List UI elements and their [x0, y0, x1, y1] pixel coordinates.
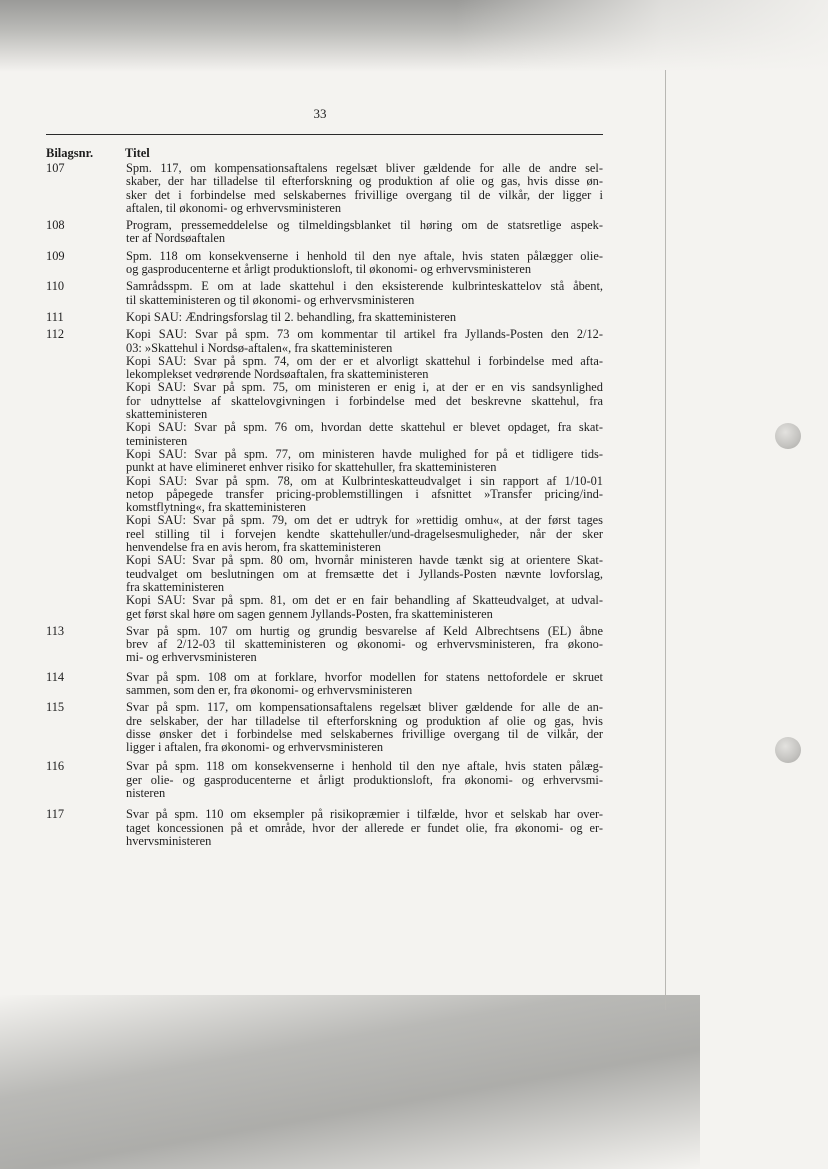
column-header-nr: Bilagsnr. — [46, 146, 94, 160]
bilag-title-item — [126, 554, 603, 594]
bilag-number: 110 — [46, 279, 65, 294]
bilag-title-item — [126, 760, 603, 800]
bilag-entry — [46, 808, 603, 848]
bilag-title-item — [126, 671, 603, 698]
bilag-title-item — [126, 475, 603, 515]
title-line: teministeren — [126, 433, 188, 448]
title-line: sker det i forbindelse med selskabernes frivillige overgang til de vilkår, der ligger i — [126, 187, 603, 202]
title-line: get først skal høre om sagen gennem Jyllands-Posten, fra skatteministeren — [126, 606, 493, 621]
title-line: hvervsministeren — [126, 833, 212, 848]
bilag-number: 112 — [46, 327, 65, 342]
title-line: komstflytning«, fra skatteministeren — [126, 500, 306, 515]
title-line: fra skatteministeren — [126, 579, 225, 594]
title-line: punkt at have elimineret enhver risiko for skattehuller, fra skatteministeren — [126, 460, 497, 475]
title-line: Spm. 117, om kompensationsaftalens regelsæt bliver gældende for alle de andre sel- — [126, 161, 603, 175]
bilag-number: 117 — [46, 807, 65, 822]
title-line: nisteren — [126, 786, 166, 801]
bilag-number: 107 — [46, 161, 65, 175]
scan-shadow-top-fade — [0, 0, 828, 72]
bilag-title — [126, 808, 603, 848]
bilag-title-item — [126, 421, 603, 448]
bilag-entry — [46, 760, 603, 800]
bilag-title — [126, 671, 603, 698]
title-line: Kopi SAU: Svar på spm. 76 om, hvordan dette skattehul er blevet opdaget, fra skat- — [126, 420, 603, 435]
title-line: til skatteministeren og til økonomi- og erhvervsministeren — [126, 292, 415, 307]
bilag-title-item — [126, 594, 603, 621]
bilag-entry — [46, 280, 603, 307]
title-line: ligger i aftalen, fra økonomi- og erhvervsministeren — [126, 740, 384, 755]
bilag-title — [126, 219, 603, 246]
title-line: Kopi SAU: Svar på spm. 81, om det er en fair behandling af Skatteudvalget, at udval- — [126, 593, 603, 608]
bilag-title-item — [126, 311, 603, 324]
bilag-number: 108 — [46, 218, 65, 233]
scan-shadow-bottom — [0, 995, 700, 1169]
title-line: Svar på spm. 117, om kompensationsaftalens regelsæt bliver gældende for alle de an- — [126, 700, 603, 715]
bilag-entry — [46, 701, 603, 754]
title-line: Svar på spm. 108 om at forklare, hvorfor modellen for statens nettofordele er skruet — [126, 669, 603, 684]
title-line: netop påpegede transfer pricing-problemstillingen i afsnittet »Transfer pricing/ind- — [126, 486, 603, 501]
title-line: Kopi SAU: Svar på spm. 78, om at Kulbrinteskatteudvalget i sin rapport af 1/10-01 — [126, 473, 603, 488]
bilag-title — [126, 701, 603, 754]
title-line: reel stilling til i forvejen kendte skattehuller/und-dragelsesmuligheder, når der sker — [126, 526, 603, 541]
bilag-title — [126, 328, 603, 621]
bilag-entry — [46, 219, 603, 246]
title-line: Program, pressemeddelelse og tilmeldingsblanket til høring om de statsretlige aspek- — [126, 218, 603, 233]
bilag-title-item — [126, 328, 603, 355]
bilag-title-item — [126, 162, 603, 215]
title-line: ger olie- og gasproducenterne et årligt produktionsloft, fra økonomi- og erhvervsmi- — [126, 772, 603, 787]
punch-hole-upper — [775, 423, 801, 449]
bilag-entry — [46, 671, 603, 698]
header-rule — [46, 134, 603, 135]
title-line: sammen, som den er, fra økonomi- og erhvervsministeren — [126, 682, 413, 697]
title-line: Svar på spm. 110 om eksempler på risikopræmier i tilfælde, hvor et selskab har over- — [126, 807, 603, 822]
bilag-title-item — [126, 448, 603, 475]
title-line: Kopi SAU: Svar på spm. 80 om, hvornår ministeren havde tænkt sig at orientere Skat- — [126, 553, 603, 568]
bilag-title-item — [126, 701, 603, 754]
column-header-title: Titel — [125, 146, 150, 160]
title-line: og gasproducenterne et årligt produktionsloft, til økonomi- og erhvervsministeren — [126, 262, 532, 277]
page-number: 33 — [313, 106, 327, 121]
bilag-title-item — [126, 808, 603, 848]
bilag-number: 111 — [46, 309, 64, 324]
title-line: skaber, der har tilladelse til efterforskning og produktion af olie og gas, hvis disse øn- — [126, 174, 603, 189]
bilag-entry — [46, 311, 603, 324]
bilag-title-item — [126, 219, 603, 246]
title-line: Kopi SAU: Svar på spm. 77, om ministeren havde mulighed for på et tidligere tids- — [126, 446, 603, 461]
title-line: Kopi SAU: Svar på spm. 74, om der er et alvorligt skattehul i forbindelse med afta- — [126, 353, 603, 368]
title-line: 03: »Skattehul i Nordsø-aftalen«, fra skatteministeren — [126, 340, 393, 355]
punch-hole-lower — [775, 737, 801, 763]
bilag-title — [126, 311, 603, 324]
page-edge — [665, 70, 666, 1010]
bilag-title — [126, 280, 603, 307]
title-line: for udnyttelse af skattelovgivningen i forbindelse med det beskrevne skattehul, fra — [126, 393, 603, 408]
title-line: brev af 2/12-03 til skatteministeren og økonomi- og erhvervsministeren, fra økono- — [126, 637, 603, 652]
title-line: mi- og erhvervsministeren — [126, 650, 257, 665]
bilag-number: 109 — [46, 248, 65, 263]
bilag-title-item — [126, 625, 603, 665]
title-line: aftalen, til økonomi- og erhvervsministeren — [126, 200, 342, 215]
bilag-entry — [46, 250, 603, 277]
bilag-number: 113 — [46, 623, 65, 638]
title-line: Samrådsspm. E om at lade skattehul i den eksisterende kulbrinteskattelov stå åbent, — [126, 279, 603, 294]
bilag-title — [126, 625, 603, 665]
bilag-title-item — [126, 355, 603, 382]
bilag-entry — [46, 328, 603, 621]
title-line: skatteministeren — [126, 407, 208, 422]
bilag-title — [126, 250, 603, 277]
bilag-entry — [46, 162, 603, 215]
bilag-title — [126, 760, 603, 800]
title-line: Kopi SAU: Svar på spm. 79, om det er udtryk for »rettidig omhu«, at der først tages — [126, 513, 603, 528]
title-line: taget koncessionen på et område, hvor der allerede er fundet olie, fra økonomi- og er- — [126, 820, 603, 835]
bilag-number: 116 — [46, 759, 65, 774]
bilag-list — [46, 162, 603, 848]
title-line: teudvalget om beslutningen om at fremsætte det i Jyllands-Posten nævnte lovforslag, — [126, 566, 603, 581]
bilag-title-item — [126, 381, 603, 421]
title-line: ter af Nordsøaftalen — [126, 231, 226, 246]
title-line: disse ønsker det i forbindelse med selskabernes frivillige overgang til de vilkår, der — [126, 726, 603, 741]
title-line: Svar på spm. 118 om konsekvenserne i henhold til den nye aftale, hvis staten pålæg- — [126, 759, 603, 774]
bilag-number: 114 — [46, 669, 65, 684]
title-line: dre selskaber, der har tilladelse til efterforskning og produktion af olie og gas, hvis — [126, 713, 603, 728]
title-line: henvendelse fra en avis herom, fra skatteministeren — [126, 540, 381, 555]
bilag-title-item — [126, 514, 603, 554]
bilag-title-item — [126, 280, 603, 307]
title-line: Kopi SAU: Svar på spm. 73 om kommentar til artikel fra Jyllands-Posten den 2/12- — [126, 327, 603, 342]
title-line: Kopi SAU: Svar på spm. 75, om ministeren er enig i, at der er en vis sandsynlighed — [126, 380, 603, 395]
bilag-number: 115 — [46, 700, 65, 715]
bilag-title — [126, 162, 603, 215]
title-line: Svar på spm. 107 om hurtig og grundig besvarelse af Keld Albrechtsens (EL) åbne — [126, 623, 603, 638]
bilag-entry — [46, 625, 603, 665]
title-line: Spm. 118 om konsekvenserne i henhold til den nye aftale, hvis staten pålægger olie- — [126, 248, 603, 263]
title-line: Kopi SAU: Ændringsforslag til 2. behandling, fra skatteministeren — [126, 309, 457, 324]
title-line: lekomplekset vedrørende Nordsøaftalen, fra skatteministeren — [126, 367, 429, 382]
bilag-title-item — [126, 250, 603, 277]
